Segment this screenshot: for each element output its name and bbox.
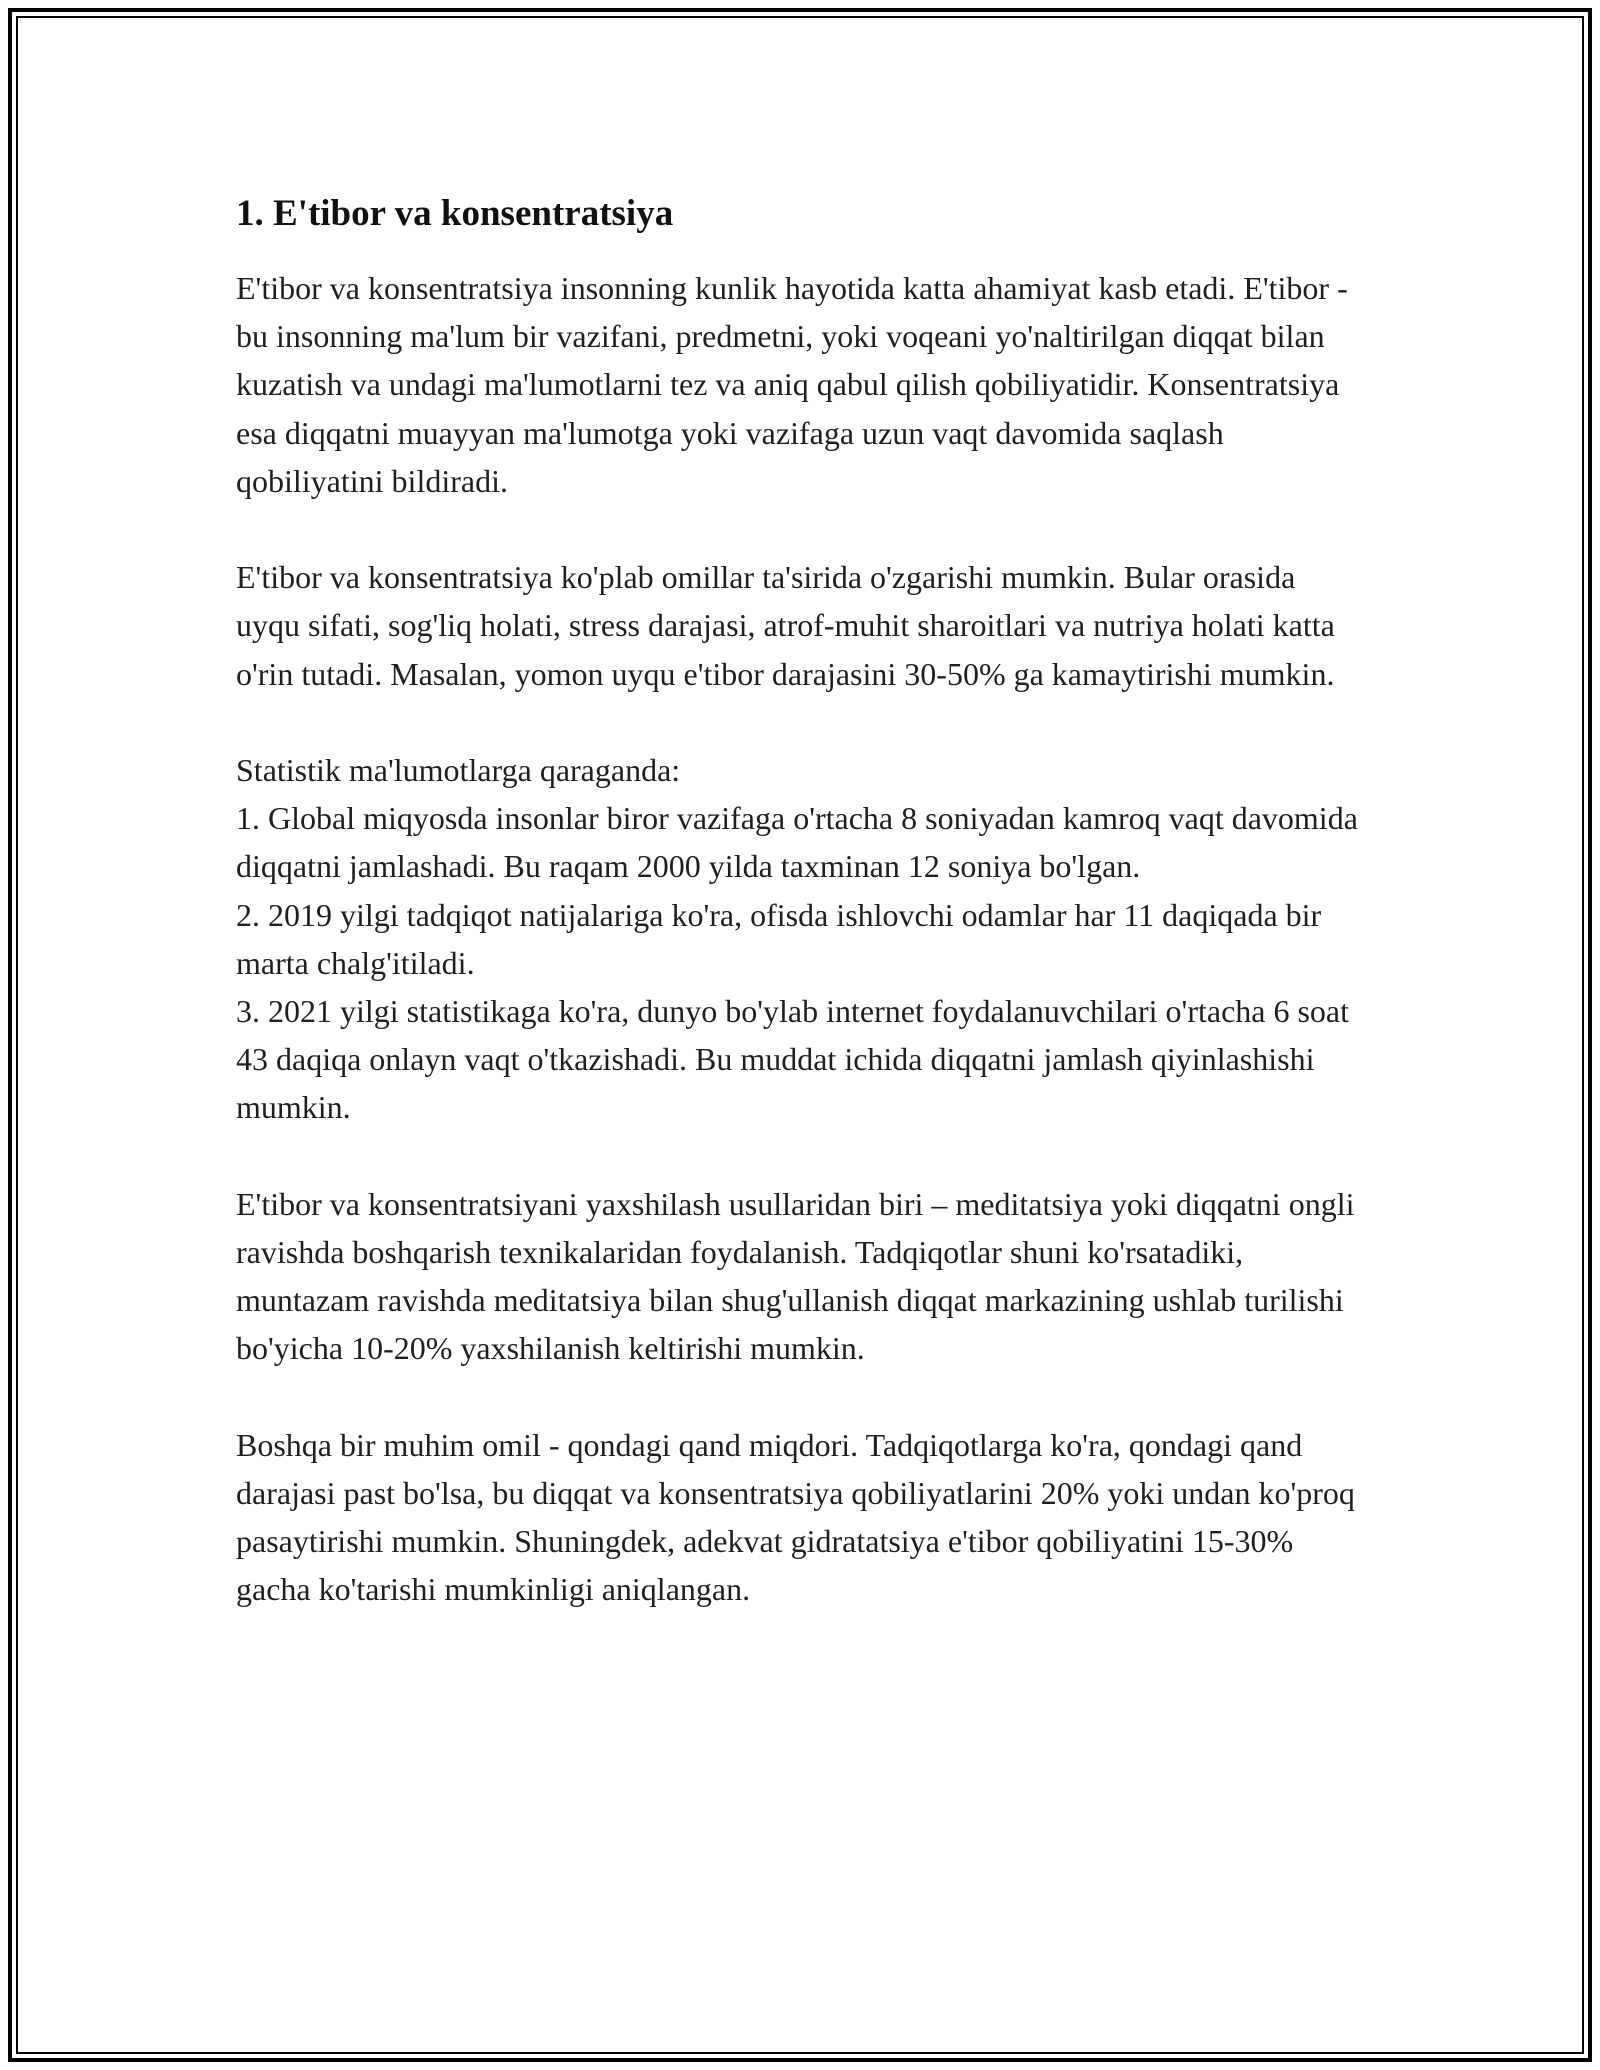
statistics-intro: Statistik ma'lumotlarga qaraganda: bbox=[236, 752, 681, 788]
paragraph-blood-sugar: Boshqa bir muhim omil - qondagi qand miqdori. Tadqiqotlarga ko'ra, qondagi qand darajasi past bo'lsa, bu diqqat va konsentratsiya qobiliyatlarini 20% yoki undan ko'proq pasaytirishi mumkin. Shuningdek, adekvat gidratatsiya e'tibor qobiliyatini 15-30% gacha ko'tarishi mumkinligi aniqlangan. bbox=[236, 1426, 1355, 1608]
statistics-item: 2. 2019 yilgi tadqiqot natijalariga ko'ra, ofisda ishlovchi odamlar har 11 daqiqada bir marta chalg'itiladi. bbox=[236, 896, 1322, 981]
section-heading: 1. E'tibor va konsentratsiya bbox=[236, 193, 674, 234]
statistics-item: 1. Global miqyosda insonlar biror vazifaga o'rtacha 8 soniyadan kamroq vaqt davomida diqqatni jamlashadi. Bu raqam 2000 yilda taxminan 12 soniya bo'lgan. bbox=[236, 800, 1358, 885]
paragraph-factors: E'tibor va konsentratsiya ko'plab omillar ta'sirida o'zgarishi mumkin. Bular orasida uyqu sifati, sog'liq holati, stress darajasi, atrof-muhit sharoitlari va nutriya holati katta o'rin tutadi. Masalan, yomon uyqu e'tibor darajasini 30-50% ga kamaytirishi mumkin. bbox=[236, 559, 1335, 692]
statistics-block bbox=[236, 746, 1366, 1132]
paragraph-intro: E'tibor va konsentratsiya insonning kunlik hayotida katta ahamiyat kasb etadi. E'tibor - bu insonning ma'lum bir vazifani, predmetni, yoki voqeani yo'naltirilgan diqqat bilan kuzatish va undagi ma'lumotlarni tez va aniq qabul qilish qobiliyatidir. Konsentratsiya esa diqqatni muayyan ma'lumotga yoki vazifaga uzun vaqt davomida saqlash qobiliyatini bildiradi. bbox=[236, 270, 1348, 499]
paragraph-meditation: E'tibor va konsentratsiyani yaxshilash usullaridan biri – meditatsiya yoki diqqatni ongli ravishda boshqarish texnikalaridan foydalanish. Tadqiqotlar shuni ko'rsatadiki, muntazam ravishda meditatsiya bilan shug'ullanish diqqat markazining ushlab turilishi bo'yicha 10-20% yaxshilanish keltirishi mumkin. bbox=[236, 1185, 1355, 1367]
statistics-item: 3. 2021 yilgi statistikaga ko'ra, dunyo bo'ylab internet foydalanuvchilari o'rtacha 6 soat 43 daqiqa onlayn vaqt o'tkazishadi. Bu muddat ichida diqqatni jamlash qiyinlashishi mumkin. bbox=[236, 993, 1350, 1126]
document-body bbox=[236, 186, 1366, 1614]
